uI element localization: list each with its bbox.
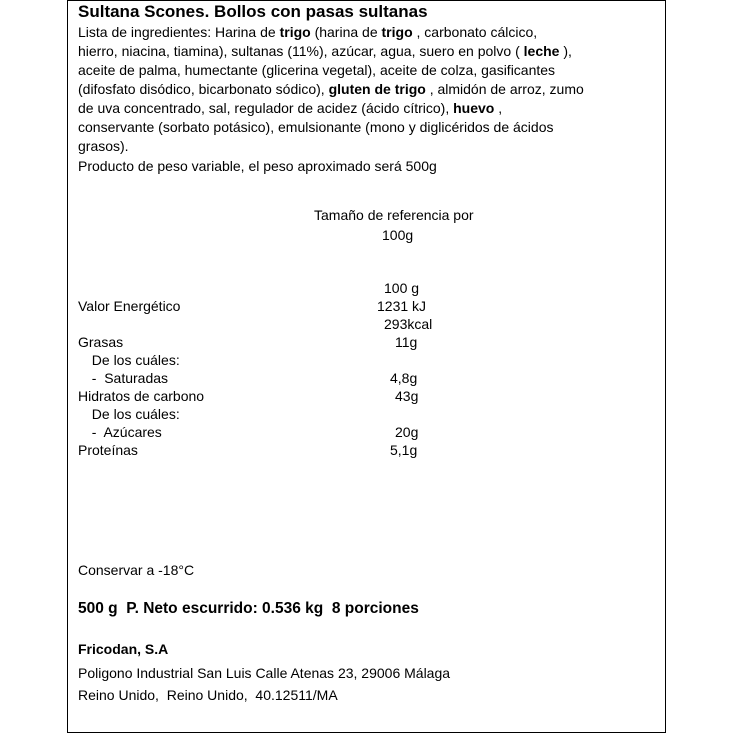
company-name: Fricodan, S.A (78, 641, 169, 657)
nutrition-value-energy-kcal: 293kcal (384, 316, 433, 332)
weight-note: Producto de peso variable, el peso aproximado será 500g (78, 158, 437, 174)
storage-instructions: Conservar a -18°C (78, 562, 195, 578)
company-address-line-1: Poligono Industrial San Luis Calle Atenas 23, 29006 Málaga (78, 665, 451, 681)
ingredients-line-2: hierro, niacina, tiamina), sultanas (11%), azúcar, agua, suero en polvo ( leche ), (78, 43, 572, 59)
nutrition-label-protein: Proteínas (78, 442, 138, 458)
ingredients-line-1: Lista de ingredientes: Harina de trigo (harina de trigo , carbonato cálcico, (78, 24, 538, 40)
nutrition-value-saturated: 4,8g (390, 370, 418, 386)
product-title: Sultana Scones. Bollos con pasas sultanas (78, 2, 428, 21)
nutrition-label-saturated: - Saturadas (84, 370, 169, 386)
reference-size-line-2: 100g (382, 227, 414, 243)
ingredients-line-7: grasos). (78, 138, 129, 154)
company-address-line-2: Reino Unido, Reino Unido, 40.12511/MA (78, 687, 338, 703)
nutrition-value-energy-kj: 1231 kJ (377, 298, 427, 314)
ingredients-line-4: (difosfato disódico, bicarbonato sódico), gluten de trigo , almidón de arroz, zumo (78, 81, 584, 97)
nutrition-label-energy: Valor Energético (78, 298, 181, 314)
nutrition-label-of-which-carbs: De los cuáles: (84, 406, 180, 422)
ingredients-line-3: aceite de palma, humectante (glicerina vegetal), aceite de colza, gasificantes (78, 62, 556, 78)
nutrition-value-fat: 11g (395, 334, 418, 350)
reference-size-line-1: Tamaño de referencia por (314, 207, 474, 223)
nutrition-value-protein: 5,1g (390, 442, 418, 458)
net-weight-line: 500 g P. Neto escurrido: 0.536 kg 8 porciones (78, 600, 419, 617)
ingredients-line-5: de uva concentrado, sal, regulador de acidez (ácido cítrico), huevo , (78, 100, 503, 116)
nutrition-label-fat: Grasas (78, 334, 124, 350)
nutrition-value-carbs: 43g (395, 388, 419, 404)
nutrition-label-carbs: Hidratos de carbono (78, 388, 205, 404)
ingredients-line-6: conservante (sorbato potásico), emulsionante (mono y diglicéridos de ácidos (78, 119, 554, 135)
nutrition-value-sugars: 20g (395, 424, 419, 440)
nutrition-column-header: 100 g (384, 280, 420, 296)
nutrition-label-of-which-fat: De los cuáles: (84, 352, 180, 368)
nutrition-label-sugars: - Azúcares (84, 424, 162, 440)
